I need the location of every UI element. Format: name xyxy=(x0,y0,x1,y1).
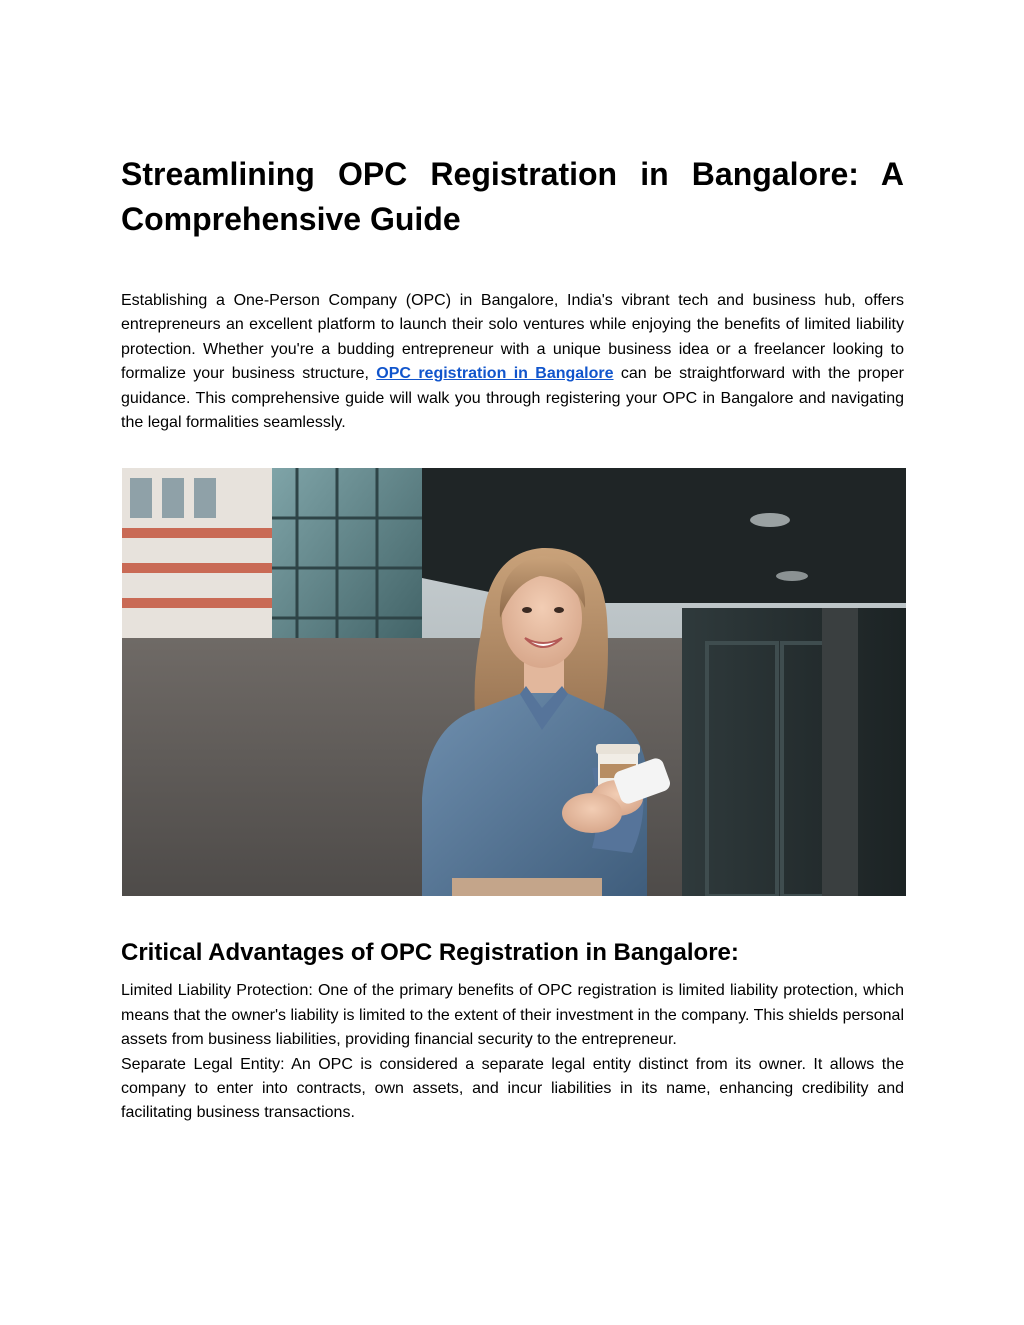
intro-text-before-link: Establishing a One-Person Company (OPC) in Bangalore, India's vibrant tech and business hub, offers entrepreneurs an excellent platform to launch their solo ventures while enjoying the benefits of limited liability protection. Whether you're a budding entrepreneur with a unique business idea or a freelancer looking to formalize your business structure, xyxy=(121,292,904,383)
section-paragraph-limited-liability: Limited Liability Protection: One of the primary benefits of OPC registration is limited liability protection, which means that the owner's liability is limited to the extent of their investment in the company. This shields personal assets from business liabilities, providing financial security to the entrepreneur. xyxy=(121,982,904,1049)
page-title: Streamlining OPC Registration in Bangalore: A Comprehensive Guide xyxy=(121,156,904,237)
businesswoman-photo xyxy=(122,468,906,896)
opc-registration-link[interactable]: OPC registration in Bangalore xyxy=(376,365,614,383)
intro-text-after-link: can be straightforward with the proper guidance. This comprehensive guide will walk you through registering your OPC in Bangalore and navigating the legal formalities seamlessly. xyxy=(121,365,905,432)
section-heading: Critical Advantages of OPC Registration in Bangalore: xyxy=(121,939,739,967)
document-page xyxy=(121,152,904,1126)
section-paragraph-separate-entity: Separate Legal Entity: An OPC is considered a separate legal entity distinct from its owner. It allows the company to enter into contracts, own assets, and incur liabilities in its name, enhancing credibility and facilitating business transactions. xyxy=(121,1055,904,1122)
intro-paragraph xyxy=(121,289,904,435)
